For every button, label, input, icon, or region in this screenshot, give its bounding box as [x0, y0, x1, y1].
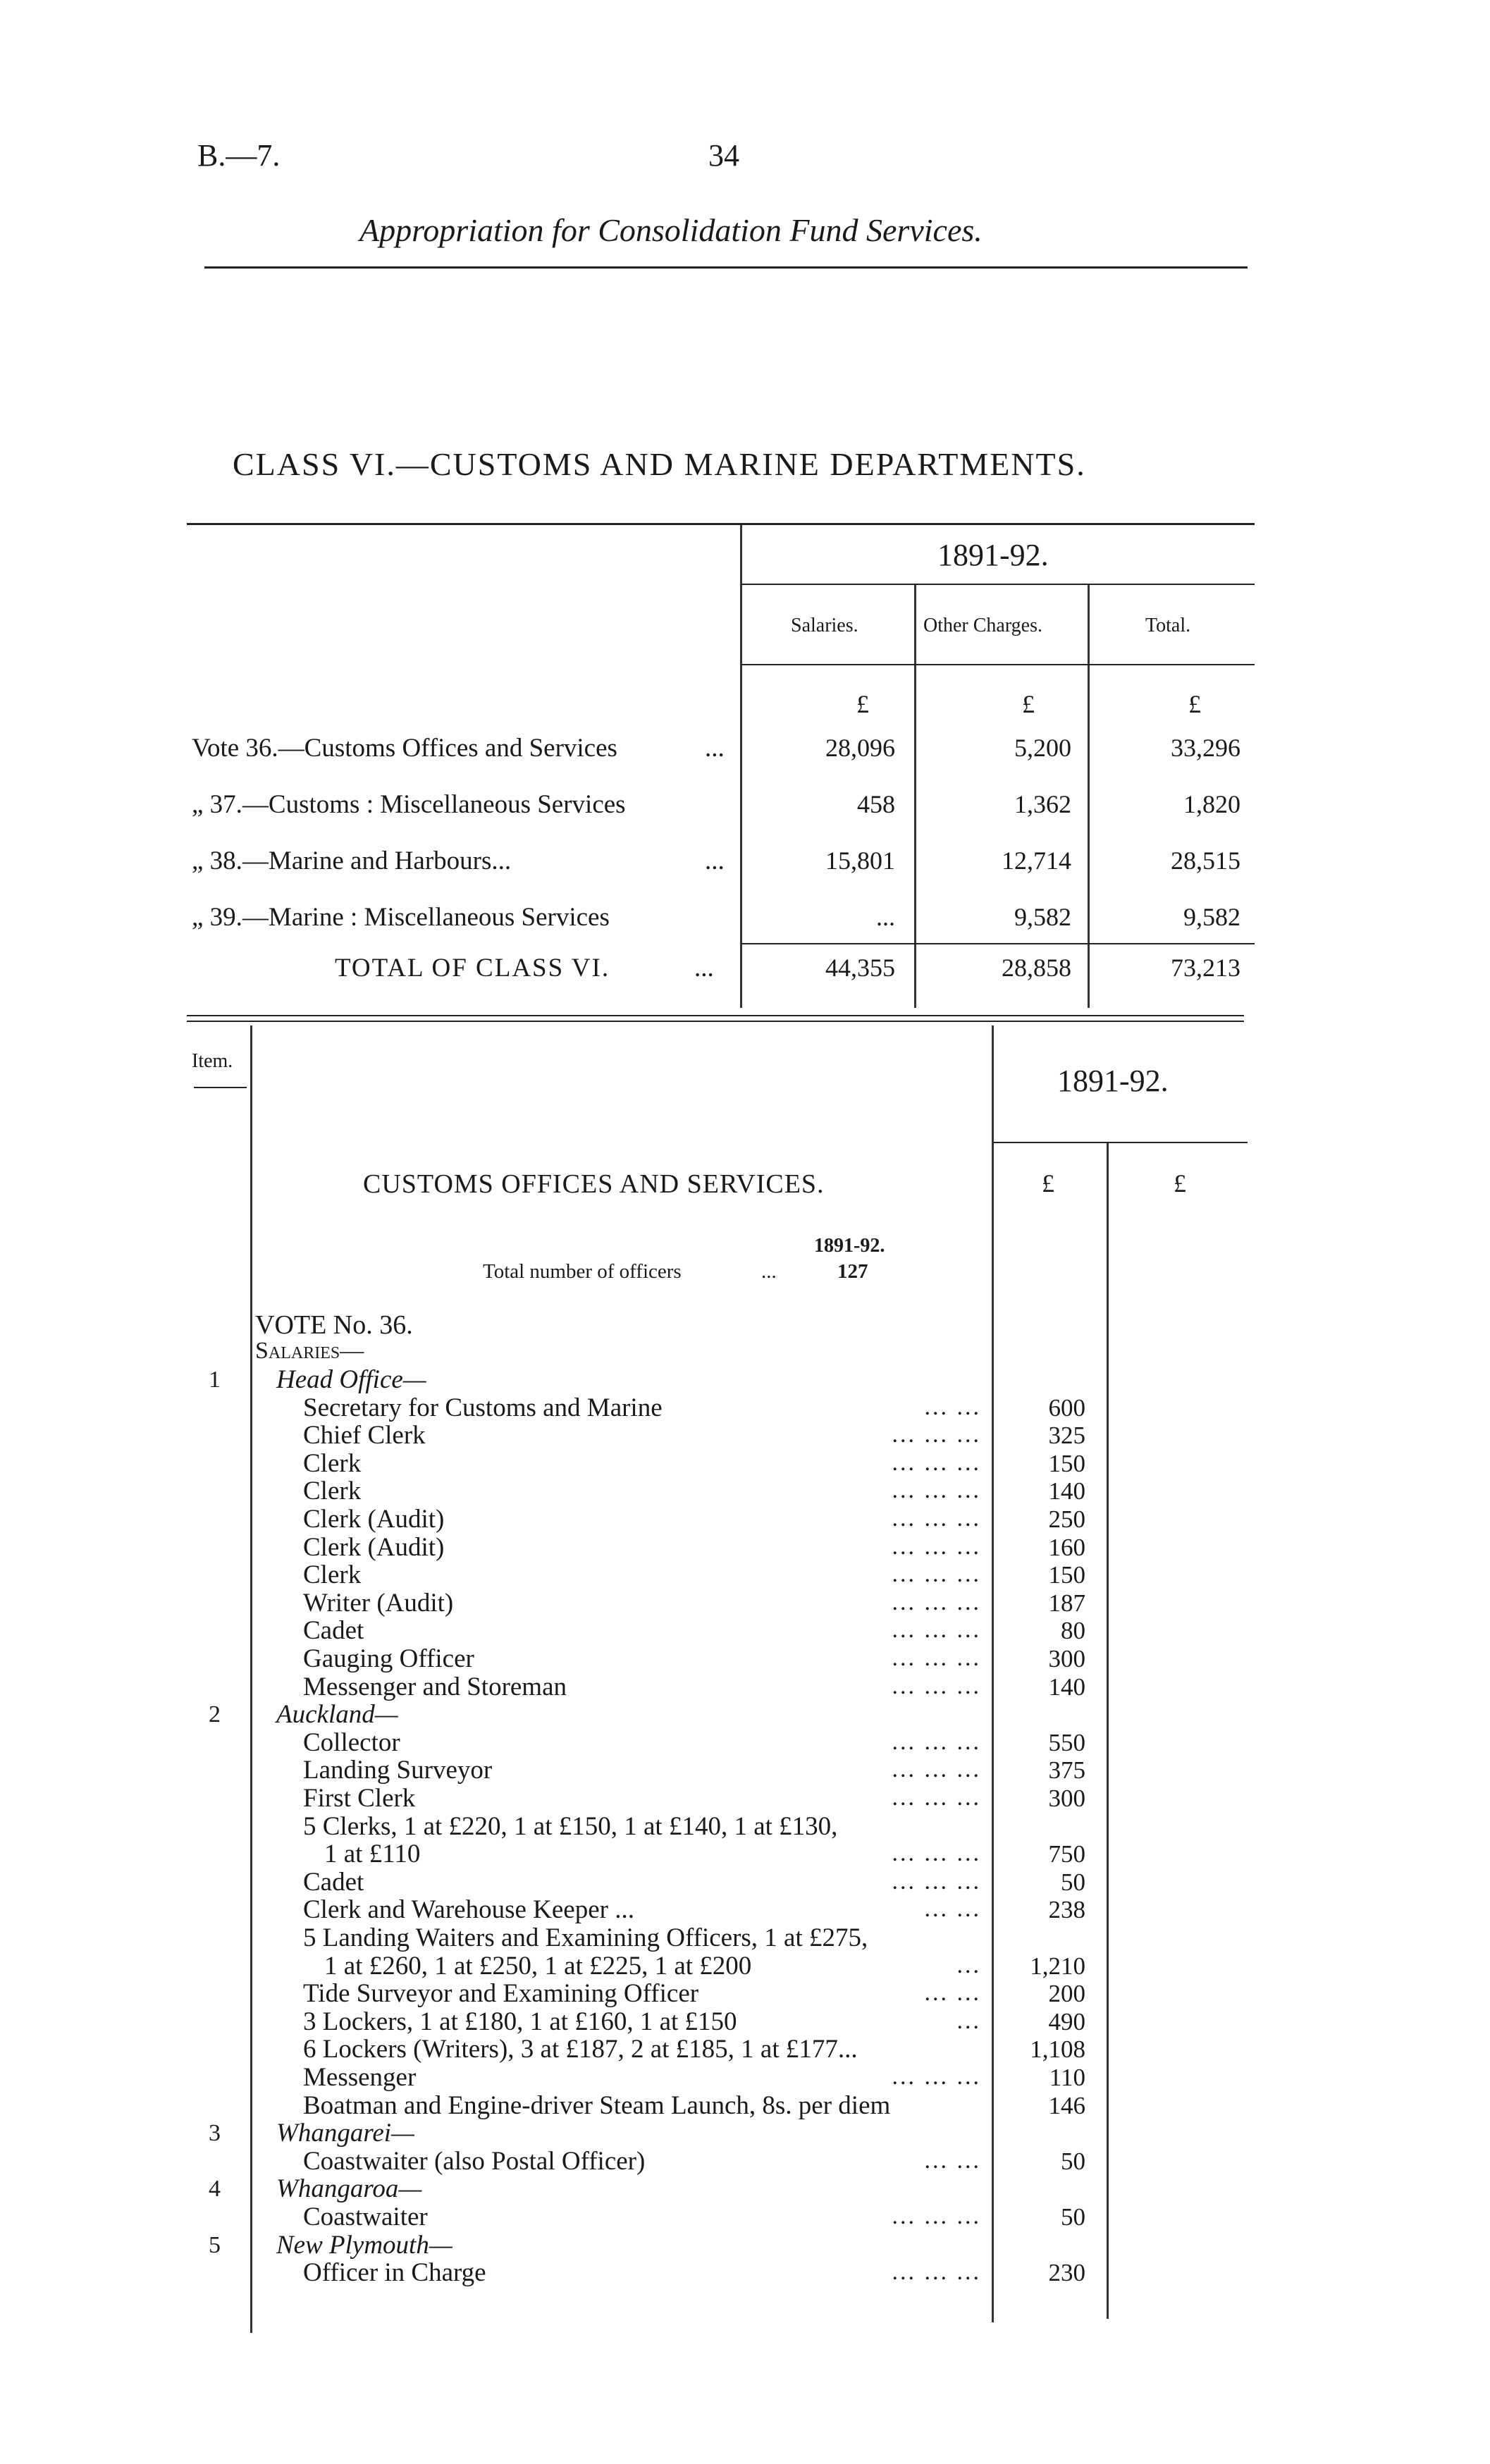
salary-amount: 187 — [1048, 1589, 1085, 1617]
summary-vline-2 — [914, 585, 916, 1008]
leader-dots: ... ... ... — [892, 1477, 981, 1503]
office-subheading: Whangarei— — [276, 2119, 414, 2148]
salary-entry-text: Boatman and Engine-driver Steam Launch, 8s. per diem — [303, 2091, 891, 2120]
summary-header-rule — [741, 664, 1255, 665]
leader-dots: ... ... ... — [892, 1840, 981, 1866]
salary-amount: 750 — [1048, 1840, 1085, 1868]
officers-count: 127 — [837, 1260, 868, 1283]
salary-amount: 50 — [1061, 2203, 1085, 2231]
salary-entry-text: Clerk (Audit) — [303, 1505, 445, 1534]
salary-entry-text: 6 Lockers (Writers), 3 at £187, 2 at £185, 1 at £177... — [303, 2035, 858, 2064]
leader-dots: ... ... ... — [892, 1450, 981, 1476]
salary-entry-text: Cadet — [303, 1616, 364, 1645]
office-subheading: Head Office— — [276, 1365, 426, 1394]
item-number: 1 — [209, 1367, 221, 1393]
item-number: 4 — [209, 2176, 221, 2202]
salary-entry-text: Clerk and Warehouse Keeper ... — [303, 1895, 634, 1924]
salary-amount: 140 — [1048, 1477, 1085, 1505]
item-number: 3 — [209, 2120, 221, 2146]
summary-row-label: Vote 36.—Customs Offices and Services — [192, 734, 617, 763]
total-salaries: 44,355 — [825, 954, 895, 982]
running-title: Appropriation for Consolidation Fund Services. — [359, 212, 983, 248]
leader-dots: ... ... ... — [892, 2064, 981, 2090]
salary-amount: 550 — [1048, 1729, 1085, 1756]
salary-entry-text: Coastwaiter (also Postal Officer) — [303, 2147, 646, 2176]
summary-top-rule — [187, 523, 1255, 525]
salary-amount: 1,108 — [1030, 2035, 1085, 2063]
summary-row-other: 5,200 — [1014, 734, 1071, 762]
leader-dots: ... ... — [924, 1394, 981, 1420]
summary-row-label: „ 39.—Marine : Miscellaneous Services — [192, 903, 610, 932]
currency-other: £ — [1022, 690, 1035, 718]
summary-row-total: 1,820 — [1183, 790, 1240, 818]
summary-row-salaries: 28,096 — [825, 734, 895, 762]
leader-dots: ... ... ... — [892, 1422, 981, 1448]
currency-total: £ — [1188, 690, 1201, 718]
salaries-heading: Salaries— — [255, 1338, 364, 1364]
leader-dots: ... ... ... — [892, 2259, 981, 2285]
summary-row-salaries: ... — [876, 903, 895, 931]
item-number: 2 — [209, 1701, 221, 1727]
leader-dots: ... ... ... — [892, 1785, 981, 1811]
total-label: TOTAL OF CLASS VI. — [335, 954, 610, 982]
leader-dots: ... ... — [924, 1980, 981, 2006]
salary-amount: 325 — [1048, 1422, 1085, 1449]
salary-amount: 375 — [1048, 1756, 1085, 1784]
salary-amount: 150 — [1048, 1450, 1085, 1477]
salary-amount: 490 — [1048, 2008, 1085, 2035]
summary-bottom-rule-1 — [187, 1015, 1244, 1016]
col-other-charges: Other Charges. — [923, 615, 1042, 636]
salary-amount: 300 — [1048, 1645, 1085, 1673]
detail-currency-2: £ — [1174, 1169, 1186, 1197]
salary-amount: 200 — [1048, 1980, 1085, 2007]
total-total: 73,213 — [1171, 954, 1240, 982]
summary-row-salaries: 458 — [857, 790, 895, 818]
page-ref: B.—7. — [197, 138, 281, 173]
salary-entry-text: Gauging Officer — [303, 1644, 474, 1673]
summary-row-total: 33,296 — [1171, 734, 1240, 762]
salary-entry-text: Tide Surveyor and Examining Officer — [303, 1979, 699, 2008]
currency-salaries: £ — [856, 690, 869, 718]
total-other: 28,858 — [1002, 954, 1071, 982]
salary-entry-text: 5 Landing Waiters and Examining Officers, 1 at £275, — [303, 1923, 868, 1952]
summary-vline-1 — [740, 525, 742, 1008]
salary-amount: 238 — [1048, 1896, 1085, 1923]
summary-row-salaries: 15,801 — [825, 846, 895, 875]
total-dots: ... — [694, 954, 714, 982]
leader-dots: ... ... — [924, 1896, 981, 1922]
detail-amount-vline — [992, 1025, 994, 2322]
salary-entry-text: Collector — [303, 1728, 400, 1757]
leader-dots: ... ... ... — [892, 1673, 981, 1699]
leader-dots: ... ... ... — [892, 1645, 981, 1671]
salary-entry-text: Clerk — [303, 1449, 362, 1478]
salary-entry-text: Messenger and Storeman — [303, 1673, 567, 1701]
summary-row-label: „ 38.—Marine and Harbours... — [192, 846, 512, 875]
detail-total-vline — [1107, 1142, 1109, 2319]
salary-entry-text: Messenger — [303, 2063, 417, 2092]
item-header-rule — [194, 1087, 247, 1088]
officers-dots: ... — [761, 1260, 777, 1283]
item-number: 5 — [209, 2232, 221, 2258]
salary-amount: 160 — [1048, 1534, 1085, 1561]
leader-dots: ... ... ... — [892, 1868, 981, 1895]
summary-row-other: 9,582 — [1014, 903, 1071, 931]
salary-entry-text: First Clerk — [303, 1784, 416, 1813]
leader-dots: ... ... ... — [892, 1505, 981, 1532]
summary-bottom-rule-2 — [187, 1021, 1244, 1022]
salary-amount: 300 — [1048, 1785, 1085, 1812]
salary-amount: 146 — [1048, 2092, 1085, 2119]
salary-entry-text: 3 Lockers, 1 at £180, 1 at £160, 1 at £150 — [303, 2007, 737, 2036]
leader-dots: ... ... ... — [892, 1561, 981, 1587]
salary-entry-text: Officer in Charge — [303, 2258, 486, 2287]
detail-currency-1: £ — [1042, 1169, 1054, 1197]
leader-dots: ... ... ... — [892, 1617, 981, 1643]
leader-dots: ... ... ... — [892, 2203, 981, 2229]
leader-dots: ... ... ... — [892, 1729, 981, 1755]
salary-entry-text: 1 at £110 — [324, 1840, 421, 1868]
summary-year-rule — [741, 584, 1255, 585]
salary-amount: 140 — [1048, 1673, 1085, 1701]
officers-label: Total number of officers — [483, 1260, 682, 1283]
detail-year: 1891-92. — [1057, 1064, 1169, 1098]
summary-row-total: 28,515 — [1171, 846, 1240, 875]
salary-amount: 600 — [1048, 1394, 1085, 1422]
summary-row-label: „ 37.—Customs : Miscellaneous Services — [192, 790, 626, 819]
office-subheading: New Plymouth— — [276, 2231, 452, 2260]
salary-entry-text: 5 Clerks, 1 at £220, 1 at £150, 1 at £140, 1 at £130, — [303, 1812, 838, 1841]
office-subheading: Whangaroa— — [276, 2174, 422, 2203]
summary-vline-3 — [1088, 585, 1090, 1008]
section-title: CUSTOMS OFFICES AND SERVICES. — [363, 1169, 825, 1199]
salary-entry-text: Secretary for Customs and Marine — [303, 1393, 663, 1422]
salary-amount: 50 — [1061, 2148, 1085, 2175]
salary-entry-text: Clerk — [303, 1477, 362, 1505]
leader-dots: ... ... ... — [892, 1756, 981, 1782]
col-total: Total. — [1145, 615, 1191, 636]
page-number: 34 — [708, 138, 739, 173]
summary-row-other: 1,362 — [1014, 790, 1071, 818]
office-subheading: Auckland— — [276, 1700, 398, 1729]
detail-year-rule — [994, 1142, 1248, 1143]
class-title: CLASS VI.—CUSTOMS AND MARINE DEPARTMENTS. — [233, 446, 1086, 482]
item-header: Item. — [192, 1050, 233, 1072]
salary-entry-text: Clerk — [303, 1560, 362, 1589]
salary-amount: 250 — [1048, 1505, 1085, 1533]
header-rule — [204, 266, 1248, 269]
detail-item-vline — [250, 1025, 252, 2333]
salary-entry-text: 1 at £260, 1 at £250, 1 at £225, 1 at £200 — [324, 1952, 752, 1981]
summary-row-other: 12,714 — [1002, 846, 1071, 875]
salary-entry-text: Landing Surveyor — [303, 1756, 493, 1785]
summary-year: 1891-92. — [937, 538, 1049, 572]
salary-amount: 230 — [1048, 2259, 1085, 2286]
summary-row-dots: ... — [705, 846, 725, 875]
leader-dots: ... — [956, 2008, 981, 2034]
leader-dots: ... — [956, 1952, 981, 1978]
salary-amount: 110 — [1049, 2064, 1085, 2091]
officers-year: 1891-92. — [814, 1235, 885, 1257]
salary-entry-text: Writer (Audit) — [303, 1589, 454, 1618]
summary-total-rule — [741, 943, 1255, 944]
summary-row-dots: ... — [705, 734, 725, 763]
vote-heading: VOTE No. 36. — [255, 1310, 413, 1340]
salary-amount: 80 — [1061, 1617, 1085, 1644]
leader-dots: ... ... ... — [892, 1534, 981, 1560]
salary-entry-text: Clerk (Audit) — [303, 1533, 445, 1562]
salary-amount: 1,210 — [1030, 1952, 1085, 1980]
leader-dots: ... ... — [924, 2148, 981, 2174]
leader-dots: ... ... ... — [892, 1589, 981, 1615]
salary-entry-text: Coastwaiter — [303, 2203, 428, 2231]
col-salaries: Salaries. — [791, 615, 858, 636]
salary-entry-text: Chief Clerk — [303, 1421, 426, 1450]
summary-row-total: 9,582 — [1183, 903, 1240, 931]
salary-entry-text: Cadet — [303, 1868, 364, 1897]
salary-amount: 150 — [1048, 1561, 1085, 1589]
salary-amount: 50 — [1061, 1868, 1085, 1896]
